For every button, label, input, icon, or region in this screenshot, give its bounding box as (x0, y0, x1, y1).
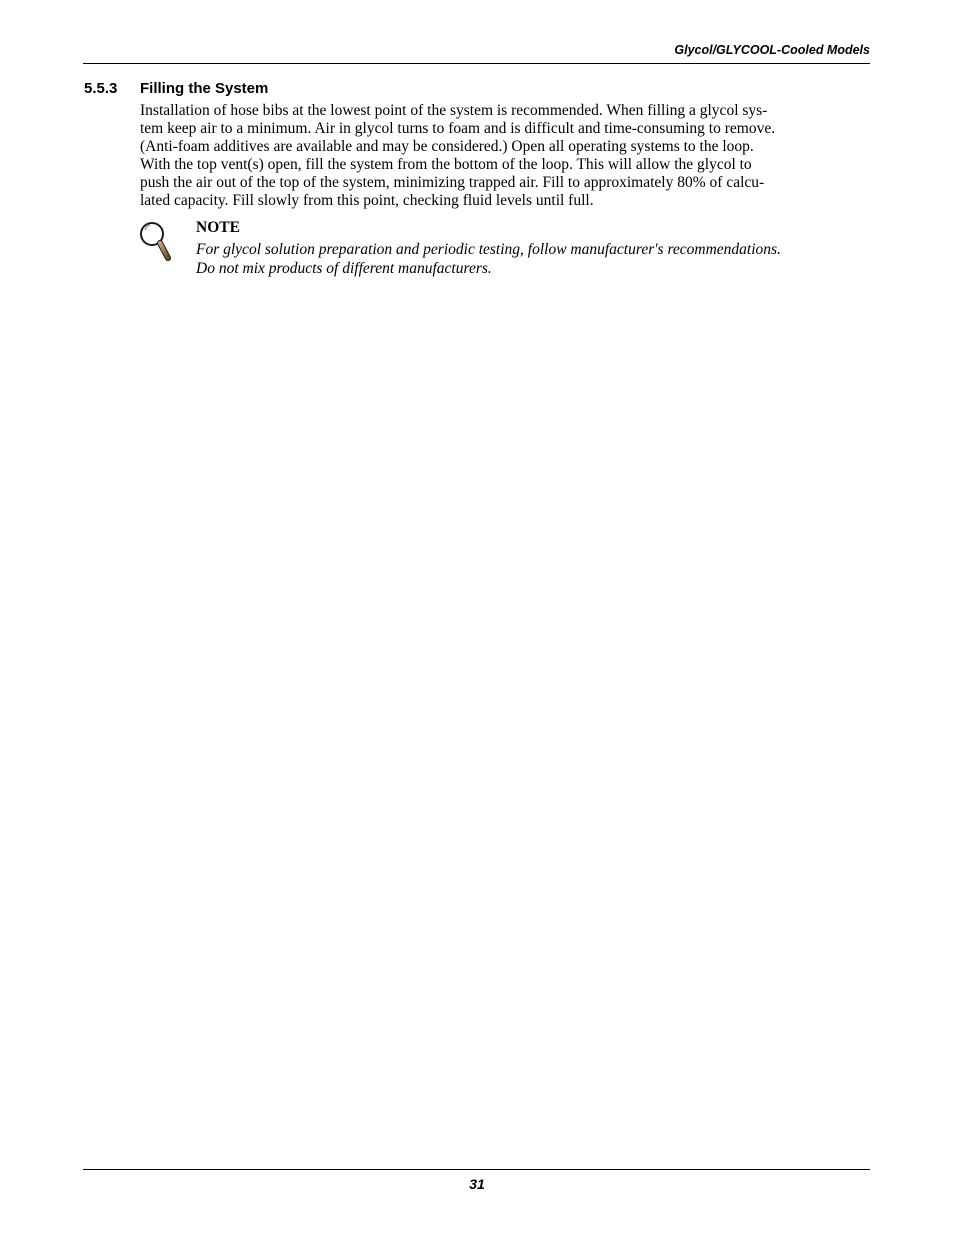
note-line: Do not mix products of different manufacturers. (196, 260, 492, 277)
note-line: For glycol solution preparation and periodic testing, follow manufacturer's recommendations. (196, 241, 781, 258)
body-line: Installation of hose bibs at the lowest point of the system is recommended. When filling a glycol sys- (140, 102, 768, 119)
section-body (140, 102, 872, 210)
section-title: Filling the System (140, 80, 269, 97)
body-line: lated capacity. Fill slowly from this point, checking fluid levels until full. (140, 192, 594, 209)
body-line: (Anti-foam additives are available and may be considered.) Open all operating systems to the loop. (140, 138, 754, 155)
magnifying-glass-icon (138, 220, 174, 264)
section-number: 5.5.3 (84, 80, 118, 97)
page-number: 31 (469, 1176, 485, 1192)
body-line: tem keep air to a minimum. Air in glycol turns to foam and is difficult and time-consuming to remove. (140, 120, 776, 137)
note-label: NOTE (196, 219, 240, 236)
footer-divider (83, 1169, 870, 1170)
section-heading (84, 80, 268, 97)
body-line: push the air out of the top of the system, minimizing trapped air. Fill to approximately 80% of calcu- (140, 174, 765, 191)
header-divider (83, 63, 870, 64)
note-text (196, 240, 781, 278)
body-line: With the top vent(s) open, fill the system from the bottom of the loop. This will allow the glycol to (140, 156, 752, 173)
running-header: Glycol/GLYCOOL-Cooled Models (674, 43, 870, 57)
